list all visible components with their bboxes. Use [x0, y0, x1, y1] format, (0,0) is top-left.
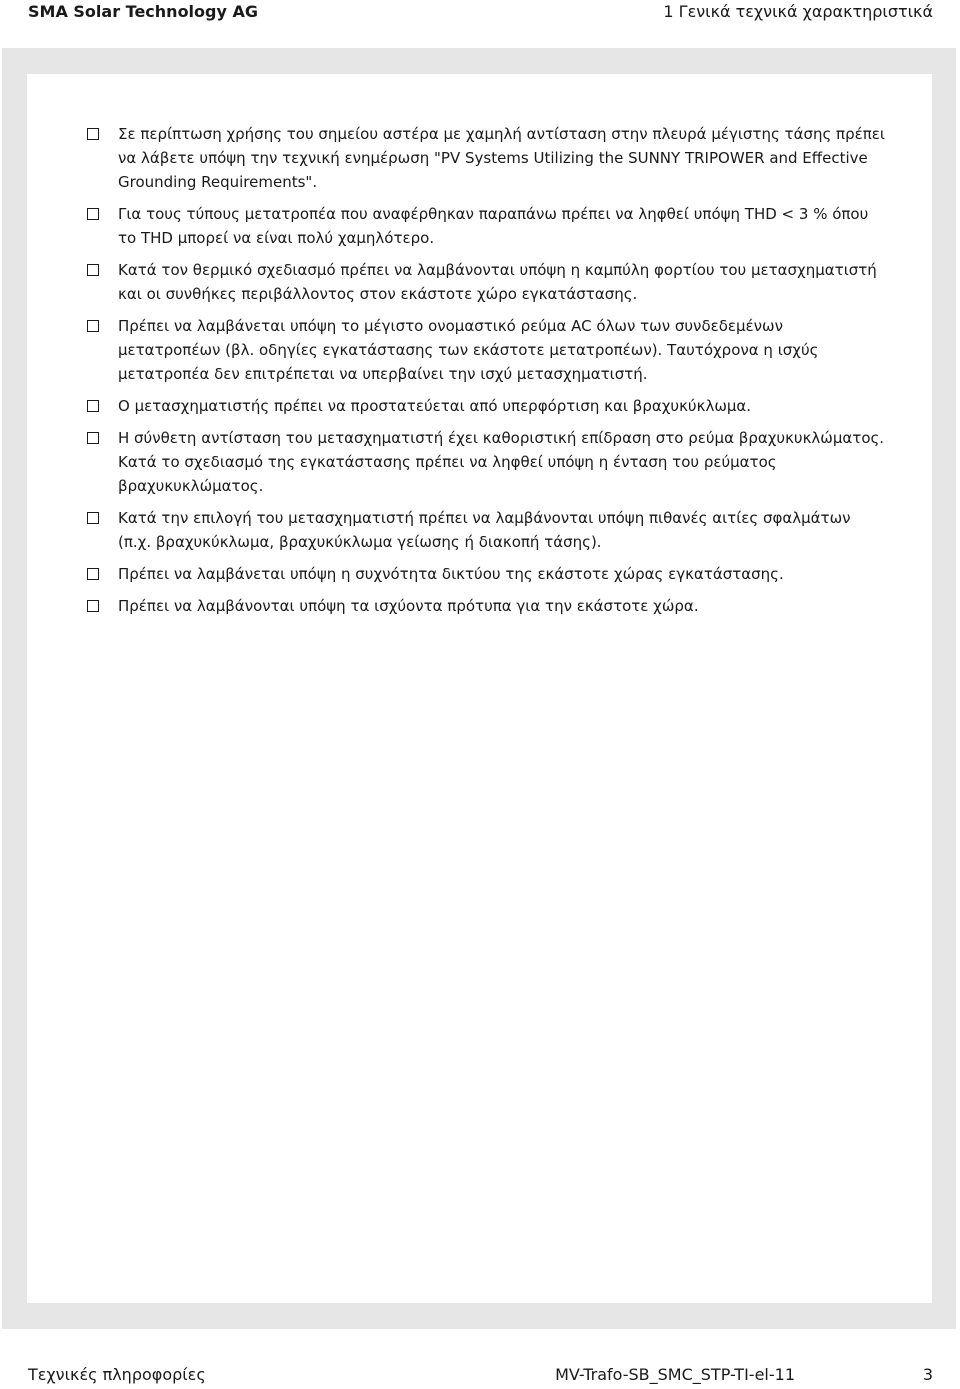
checklist-item [87, 594, 887, 618]
checkbox-icon [87, 320, 99, 332]
checkbox-icon [87, 568, 99, 580]
checklist-item [87, 202, 887, 250]
checklist-item [87, 562, 887, 586]
checklist-item-text: Πρέπει να λαμβάνεται υπόψη το μέγιστο ονομαστικό ρεύμα AC όλων των συνδεδεμένων μετατροπέων (βλ. οδηγίες εγκατάστασης των εκάστοτε μετατροπέων). Ταυτόχρονα η ισχύς μετατροπέα δεν επιτρέπεται να υπερβαίνει την ισχύ μετασχηματιστή. [118, 317, 819, 383]
checkbox-icon [87, 264, 99, 276]
page-footer [0, 1361, 960, 1387]
checklist-item-text: Πρέπει να λαμβάνονται υπόψη τα ισχύοντα πρότυπα για την εκάστοτε χώρα. [118, 597, 699, 615]
section-title: 1 Γενικά τεχνικά χαρακτηριστικά [663, 1, 933, 21]
checklist-item [87, 122, 887, 194]
checklist-item-text: Πρέπει να λαμβάνεται υπόψη η συχνότητα δικτύου της εκάστοτε χώρας εγκατάστασης. [118, 565, 784, 583]
page-number: 3 [922, 1364, 933, 1384]
checklist-item-text: Σε περίπτωση χρήσης του σημείου αστέρα με χαμηλή αντίσταση στην πλευρά μέγιστης τάσης πρέπει να λάβετε υπόψη την τεχνική ενημέρωση "PV Systems Utilizing the SUNNY TRIPOWER and Effective Grounding Requirements". [118, 125, 885, 191]
checklist-item [87, 506, 887, 554]
checklist-item [87, 426, 887, 498]
document-title: Τεχνικές πληροφορίες [28, 1364, 206, 1384]
checklist [87, 122, 887, 626]
checkbox-icon [87, 400, 99, 412]
checklist-item-text: Κατά τον θερμικό σχεδιασμό πρέπει να λαμβάνονται υπόψη η καμπύλη φορτίου του μετασχηματιστή και οι συνθήκες περιβάλλοντος στον εκάστοτε χώρο εγκατάστασης. [118, 261, 877, 303]
checklist-item [87, 394, 887, 418]
checkbox-icon [87, 512, 99, 524]
checklist-item [87, 314, 887, 386]
checkbox-icon [87, 432, 99, 444]
checklist-item-text: Ο μετασχηματιστής πρέπει να προστατεύεται από υπερφόρτιση και βραχυκύκλωμα. [118, 397, 752, 415]
document-code: MV-Trafo-SB_SMC_STP-TI-el-11 [555, 1364, 795, 1384]
checklist-item-text: Κατά την επιλογή του μετασχηματιστή πρέπει να λαμβάνονται υπόψη πιθανές αιτίες σφαλμάτων (π.χ. βραχυκύκλωμα, βραχυκύκλωμα γείωσης ή διακοπή τάσης). [118, 509, 851, 551]
checklist-item-text: Η σύνθετη αντίσταση του μετασχηματιστή έχει καθοριστική επίδραση στο ρεύμα βραχυκυκλώματος. Κατά το σχεδιασμό της εγκατάστασης πρέπει να ληφθεί υπόψη η ένταση του ρεύματος βραχυκυκλώματος. [118, 429, 885, 495]
company-name: SMA Solar Technology AG [28, 1, 258, 21]
checkbox-icon [87, 600, 99, 612]
checkbox-icon [87, 208, 99, 220]
page-header [0, 0, 960, 22]
checklist-item-text: Για τους τύπους μετατροπέα που αναφέρθηκαν παραπάνω πρέπει να ληφθεί υπόψη THD < 3 % όπου το THD μπορεί να είναι πολύ χαμηλότερο. [118, 205, 869, 247]
checkbox-icon [87, 128, 99, 140]
checklist-item [87, 258, 887, 306]
